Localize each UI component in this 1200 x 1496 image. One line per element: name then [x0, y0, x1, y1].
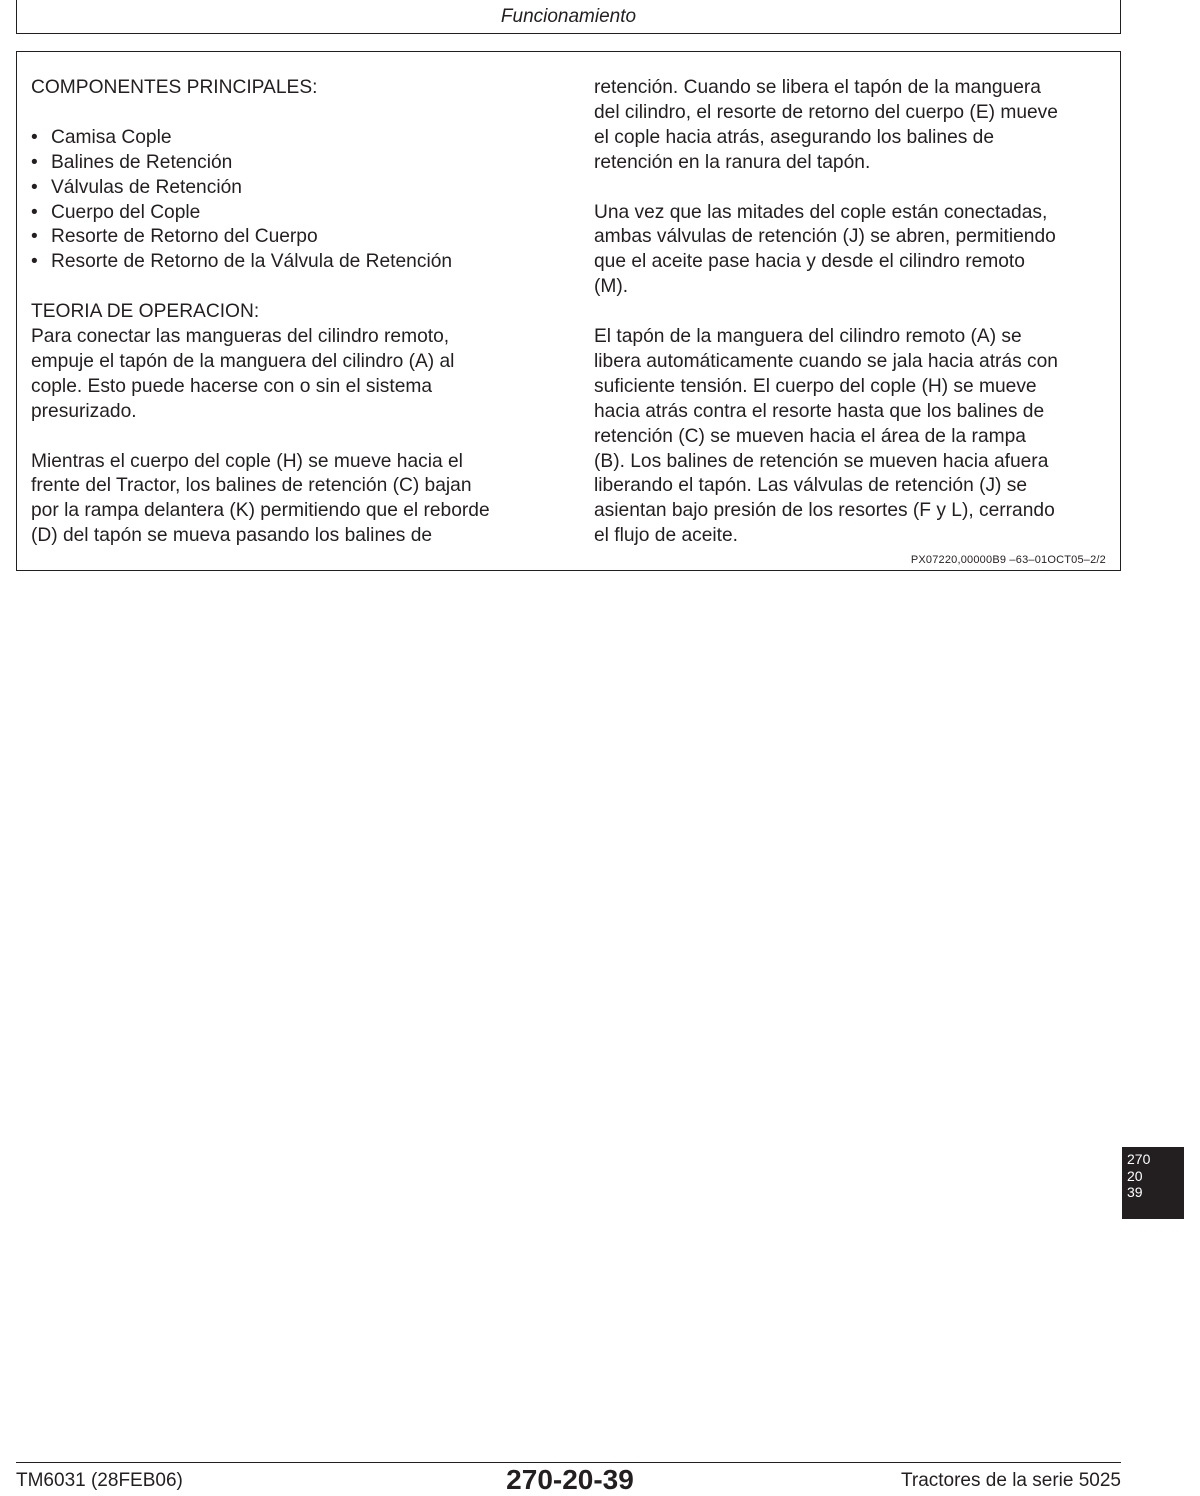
- footer-divider: [16, 1462, 1121, 1463]
- text-line: presurizado.: [31, 400, 137, 422]
- text-line: Mientras el cuerpo del cople (H) se mueve hacia el: [31, 450, 463, 472]
- list-item: • Válvulas de Retención: [31, 176, 551, 201]
- text-line: por la rampa delantera (K) permitiendo que el reborde: [31, 500, 490, 522]
- manual-id: TM6031 (28FEB06): [16, 1470, 183, 1491]
- text-line: Para conectar las mangueras del cilindro remoto,: [31, 326, 450, 348]
- text-line: ambas válvulas de retención (J) se abren, permitiendo: [594, 226, 1056, 248]
- list-item: • Balines de Retención: [31, 151, 551, 176]
- left-column: [31, 76, 551, 549]
- text-line: (D) del tapón se mueva pasando los balines de: [31, 525, 433, 547]
- tab-line: 20: [1127, 1167, 1143, 1184]
- tab-line: 39: [1127, 1184, 1143, 1200]
- right-column: [594, 76, 1114, 549]
- text-line: el flujo de aceite.: [594, 525, 738, 547]
- components-list: [31, 126, 551, 275]
- theory-heading: TEORIA DE OPERACION:: [31, 301, 260, 323]
- list-item: • Resorte de Retorno de la Válvula de Retención: [31, 250, 551, 275]
- text-line: retención (C) se mueven hacia el área de la rampa: [594, 425, 1026, 447]
- text-line: El tapón de la manguera del cilindro remoto (A) se: [594, 326, 1022, 348]
- text-line: libera automáticamente cuando se jala hacia atrás con: [594, 350, 1058, 372]
- list-item: • Cuerpo del Cople: [31, 201, 551, 226]
- theory-paragraph-2: [31, 450, 551, 550]
- product-name: Tractores de la serie 5025: [900, 1470, 1121, 1491]
- text-line: Una vez que las mitades del cople están conectadas,: [594, 201, 1048, 223]
- components-heading: COMPONENTES PRINCIPALES:: [31, 77, 318, 98]
- text-line: empuje el tapón de la manguera del cilindro (A) al: [31, 350, 455, 372]
- paragraph-1: [594, 76, 1114, 176]
- text-line: suficiente tensión. El cuerpo del cople (H) se mueve: [594, 375, 1037, 397]
- text-line: (M).: [594, 276, 629, 298]
- text-line: liberando el tapón. Las válvulas de retención (J) se: [594, 475, 1028, 497]
- theory-paragraph-1: [31, 325, 551, 425]
- text-line: retención. Cuando se libera el tapón de la manguera: [594, 77, 1041, 98]
- content-frame: [16, 51, 1121, 571]
- text-line: hacia atrás contra el resorte hasta que los balines de: [594, 400, 1045, 422]
- page-number: 270-20-39: [506, 1464, 634, 1495]
- list-item: • Camisa Cople: [31, 126, 551, 151]
- text-line: asientan bajo presión de los resortes (F y L), cerrando: [594, 500, 1055, 522]
- section-header: [16, 0, 1121, 34]
- tab-line: 270: [1127, 1151, 1151, 1167]
- document-code: PX07220,00000B9 –63–01OCT05–2/2: [910, 554, 1106, 566]
- text-line: el cople hacia atrás, asegurando los balines de: [594, 126, 995, 148]
- text-line: que el aceite pase hacia y desde el cilindro remoto: [594, 251, 1025, 273]
- section-title: Funcionamiento: [500, 6, 637, 27]
- text-line: frente del Tractor, los balines de retención (C) bajan: [31, 475, 472, 497]
- paragraph-3: [594, 325, 1114, 549]
- section-tab: [1122, 1147, 1184, 1219]
- paragraph-2: [594, 201, 1114, 301]
- text-line: cople. Esto puede hacerse con o sin el sistema: [31, 375, 433, 397]
- list-item: • Resorte de Retorno del Cuerpo: [31, 225, 551, 250]
- text-line: del cilindro, el resorte de retorno del cuerpo (E) mueve: [594, 101, 1058, 123]
- text-line: (B). Los balines de retención se mueven hacia afuera: [594, 450, 1049, 472]
- text-line: retención en la ranura del tapón.: [594, 151, 871, 173]
